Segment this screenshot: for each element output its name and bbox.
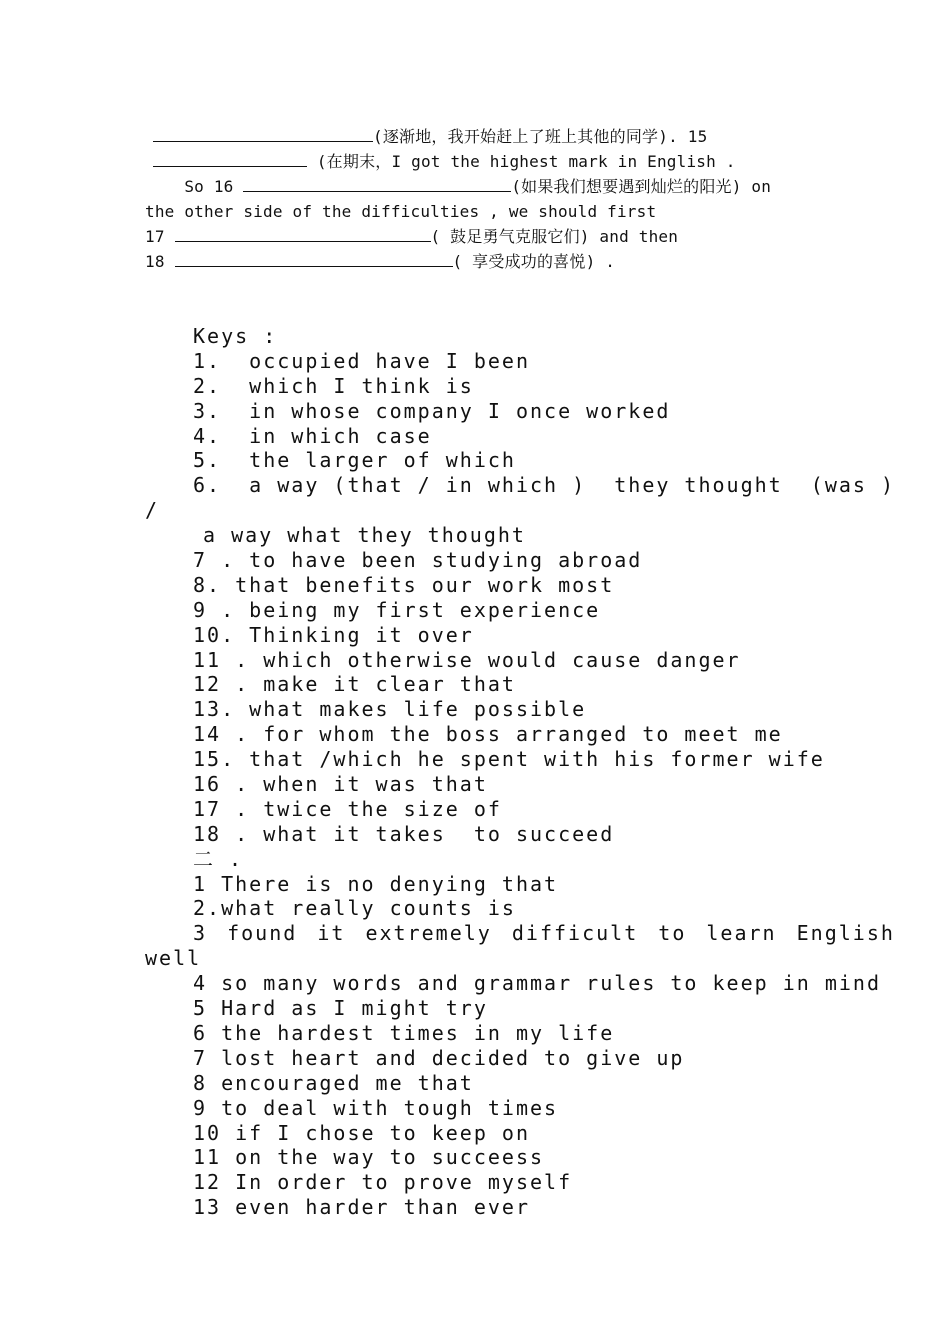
key-item: 11 . which otherwise would cause danger <box>193 647 741 672</box>
key-item: 12 . make it clear that <box>193 672 516 697</box>
key-item: 1. occupied have I been <box>193 348 530 373</box>
answer-keys <box>145 324 896 1220</box>
exercise-section <box>145 124 825 274</box>
key-item: 3. in whose company I once worked <box>193 398 671 423</box>
key-item: 12 In order to prove myself <box>193 1170 573 1195</box>
exercise-line <box>145 199 825 224</box>
exercise-text: ( 享受成功的喜悦) . <box>452 252 616 271</box>
key-item: 5. the larger of which <box>193 448 516 473</box>
exercise-prefix: 18 <box>145 252 175 271</box>
key-item: 2. which I think is <box>193 373 474 398</box>
key-item: 16 . when it was that <box>193 772 488 797</box>
exercise-prefix: So 16 <box>145 177 244 196</box>
key-item-wrap: / <box>145 498 160 523</box>
keys-heading: Keys : <box>193 324 278 348</box>
key-item: 10 if I chose to keep on <box>193 1120 530 1145</box>
exercise-line <box>145 224 825 249</box>
exercise-line <box>145 124 825 149</box>
part2-heading: 二 . <box>193 846 244 871</box>
key-item: 15. that /which he spent with his former wife <box>193 747 825 772</box>
key-item: 10. Thinking it over <box>193 622 474 647</box>
answer-blank <box>243 174 511 192</box>
answer-blank <box>153 124 373 142</box>
exercise-line <box>145 249 825 274</box>
key-item: 17 . twice the size of <box>193 796 502 821</box>
key-item: 1 There is no denying that <box>193 871 559 896</box>
answer-blank <box>175 249 453 267</box>
key-item: 5 Hard as I might try <box>193 996 488 1021</box>
key-item: 18 . what it takes to succeed <box>193 821 615 846</box>
exercise-prefix: the other side of the difficulties , we should first <box>145 202 657 221</box>
key-item: 13 even harder than ever <box>193 1195 530 1220</box>
key-item: 14 . for whom the boss arranged to meet me <box>193 722 783 747</box>
key-item: 6 the hardest times in my life <box>193 1020 615 1045</box>
key-item: 13. what makes life possible <box>193 697 587 722</box>
exercise-line <box>145 174 825 199</box>
exercise-text: (如果我们想要遇到灿烂的阳光) on <box>511 177 772 196</box>
exercise-line <box>145 149 825 174</box>
key-item: 3 found it extremely difficult to learn English <box>193 921 895 946</box>
exercise-text: ( 鼓足勇气克服它们) and then <box>430 227 679 246</box>
key-item: 2.what really counts is <box>193 896 516 921</box>
answer-blank <box>175 224 431 242</box>
key-item-continuation: a way what they thought <box>203 523 526 548</box>
key-item: 8 encouraged me that <box>193 1070 474 1095</box>
key-item: 11 on the way to succeess <box>193 1145 545 1170</box>
exercise-text: (逐渐地，我开始赶上了班上其他的同学). 15 <box>373 127 708 146</box>
key-item: 4. in which case <box>193 423 432 448</box>
key-item: 9 to deal with tough times <box>193 1095 559 1120</box>
key-item-wrap: well <box>145 946 202 971</box>
answer-blank <box>153 149 307 167</box>
key-item: 4 so many words and grammar rules to keep in mind <box>193 971 882 996</box>
key-item: 9 . being my first experience <box>193 597 601 622</box>
key-item: 6. a way (that / in which ) they thought (was ) <box>193 473 896 498</box>
exercise-prefix: 17 <box>145 227 175 246</box>
exercise-text: (在期末，I got the highest mark in English . <box>307 152 736 171</box>
key-item: 8. that benefits our work most <box>193 572 615 597</box>
key-item: 7 . to have been studying abroad <box>193 548 643 573</box>
key-item: 7 lost heart and decided to give up <box>193 1045 685 1070</box>
